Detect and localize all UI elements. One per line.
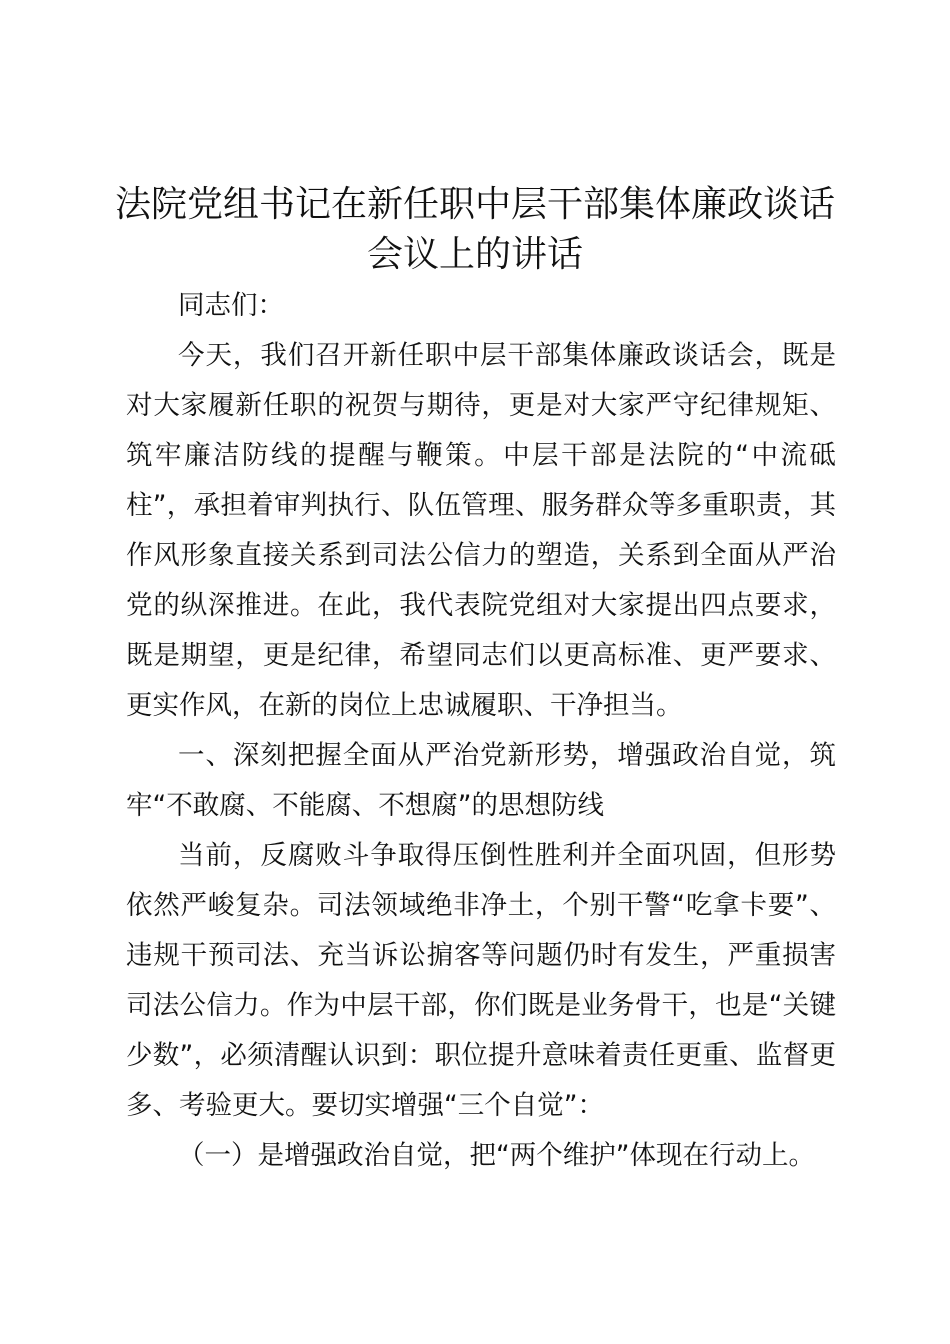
section-body-1: 当前，反腐败斗争取得压倒性胜利并全面巩固，但形势依然严峻复杂。司法领域绝非净土，个别干警“吃拿卡要”、违规干预司法、充当诉讼掮客等问题仍时有发生，严重损害司法公信力。作为中层干部，你们既是业务骨干，也是“关键少数”，必须清醒认识到：职位提升意味着责任更重、监督更多、考验更大。要切实增强“三个自觉”： — [126, 840, 836, 1121]
document-title-line-2: 会议上的讲话 — [366, 234, 583, 275]
intro-paragraph: 今天，我们召开新任职中层干部集体廉政谈话会，既是对大家履新任职的祝贺与期待，更是对大家严守纪律规矩、筑牢廉洁防线的提醒与鞭策。中层干部是法院的“中流砥柱”，承担着审判执行、队伍管理、服务群众等多重职责，其作风形象直接关系到司法公信力的塑造，关系到全面从严治党的纵深推进。在此，我代表院党组对大家提出四点要求，既是期望，更是纪律，希望同志们以更高标准、更严要求、更实作风，在新的岗位上忠诚履职、干净担当。 — [126, 340, 836, 721]
greeting-paragraph: 同志们： — [178, 290, 284, 321]
section-heading-1: 一、深刻把握全面从严治党新形势，增强政治自觉，筑牢“不敢腐、不能腐、不想腐”的思想防线 — [126, 740, 836, 821]
subsection-heading-1: （一）是增强政治自觉，把“两个维护”体现在行动上。 — [178, 1140, 815, 1171]
document-title-line-1: 法院党组书记在新任职中层干部集体廉政谈话 — [114, 184, 835, 225]
